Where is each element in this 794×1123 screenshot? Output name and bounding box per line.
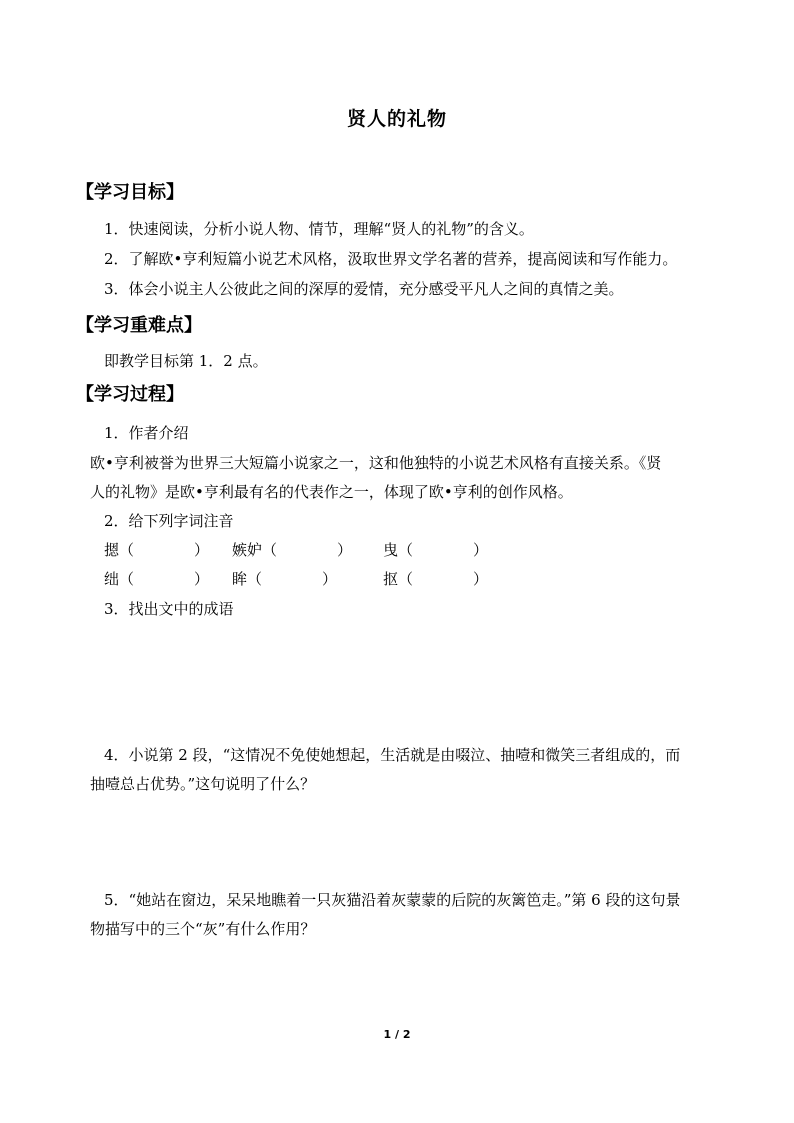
goal-item-1: 1．快速阅读，分析小说人物、情节，理解“贤人的礼物”的含义。 (104, 220, 534, 238)
key-points-text: 即教学目标第 1．2 点。 (104, 352, 268, 370)
q1-title: 1．作者介绍 (104, 424, 189, 442)
pinyin-blank-ye[interactable]: 曳（ ） (383, 541, 489, 559)
goal-item-2: 2．了解欧•亨利短篇小说艺术风格，汲取世界文学名著的营养，提高阅读和写作能力。 (104, 250, 678, 268)
pinyin-blank-chu[interactable]: 绌（ ） (104, 570, 210, 588)
pinyin-blank-kou[interactable]: 抠（ ） (383, 570, 489, 588)
page-number: 1 / 2 (383, 1028, 411, 1041)
q1-text-line-1: 欧•亨利被誉为世界三大短篇小说家之一，这和他独特的小说艺术风格有直接关系。《贤 (90, 454, 662, 472)
pinyin-blank-mou[interactable]: 眸（ ） (232, 570, 338, 588)
q4-line-2: 抽噎总占优势。”这句说明了什么？ (90, 775, 316, 793)
goal-item-3: 3．体会小说主人公彼此之间的深厚的爱情，充分感受平凡人之间的真情之美。 (104, 280, 624, 298)
q2-title: 2．给下列字词注音 (104, 512, 234, 530)
pinyin-blank-jidu[interactable]: 嫉妒（ ） (232, 541, 353, 559)
q1-text-line-2: 人的礼物》是欧•亨利最有名的代表作之一，体现了欧•亨利的创作风格。 (90, 483, 573, 501)
q3-title: 3．找出文中的成语 (104, 600, 234, 618)
pinyin-blank-en[interactable]: 摁（ ） (104, 541, 210, 559)
q4-line-1: 4．小说第 2 段，“这情况不免使她想起，生活就是由啜泣、抽噎和微笑三者组成的，而 (104, 746, 681, 764)
q5-line-2: 物描写中的三个“灰”有什么作用？ (90, 920, 316, 938)
heading-key-points: 【学习重难点】 (76, 315, 202, 336)
q5-line-1: 5．“她站在窗边，呆呆地瞧着一只灰猫沿着灰蒙蒙的后院的灰篱笆走。”第 6 段的这句景 (104, 891, 681, 909)
heading-learning-process: 【学习过程】 (76, 384, 184, 405)
document-title: 贤人的礼物 (346, 108, 447, 130)
heading-learning-goals: 【学习目标】 (76, 182, 184, 203)
